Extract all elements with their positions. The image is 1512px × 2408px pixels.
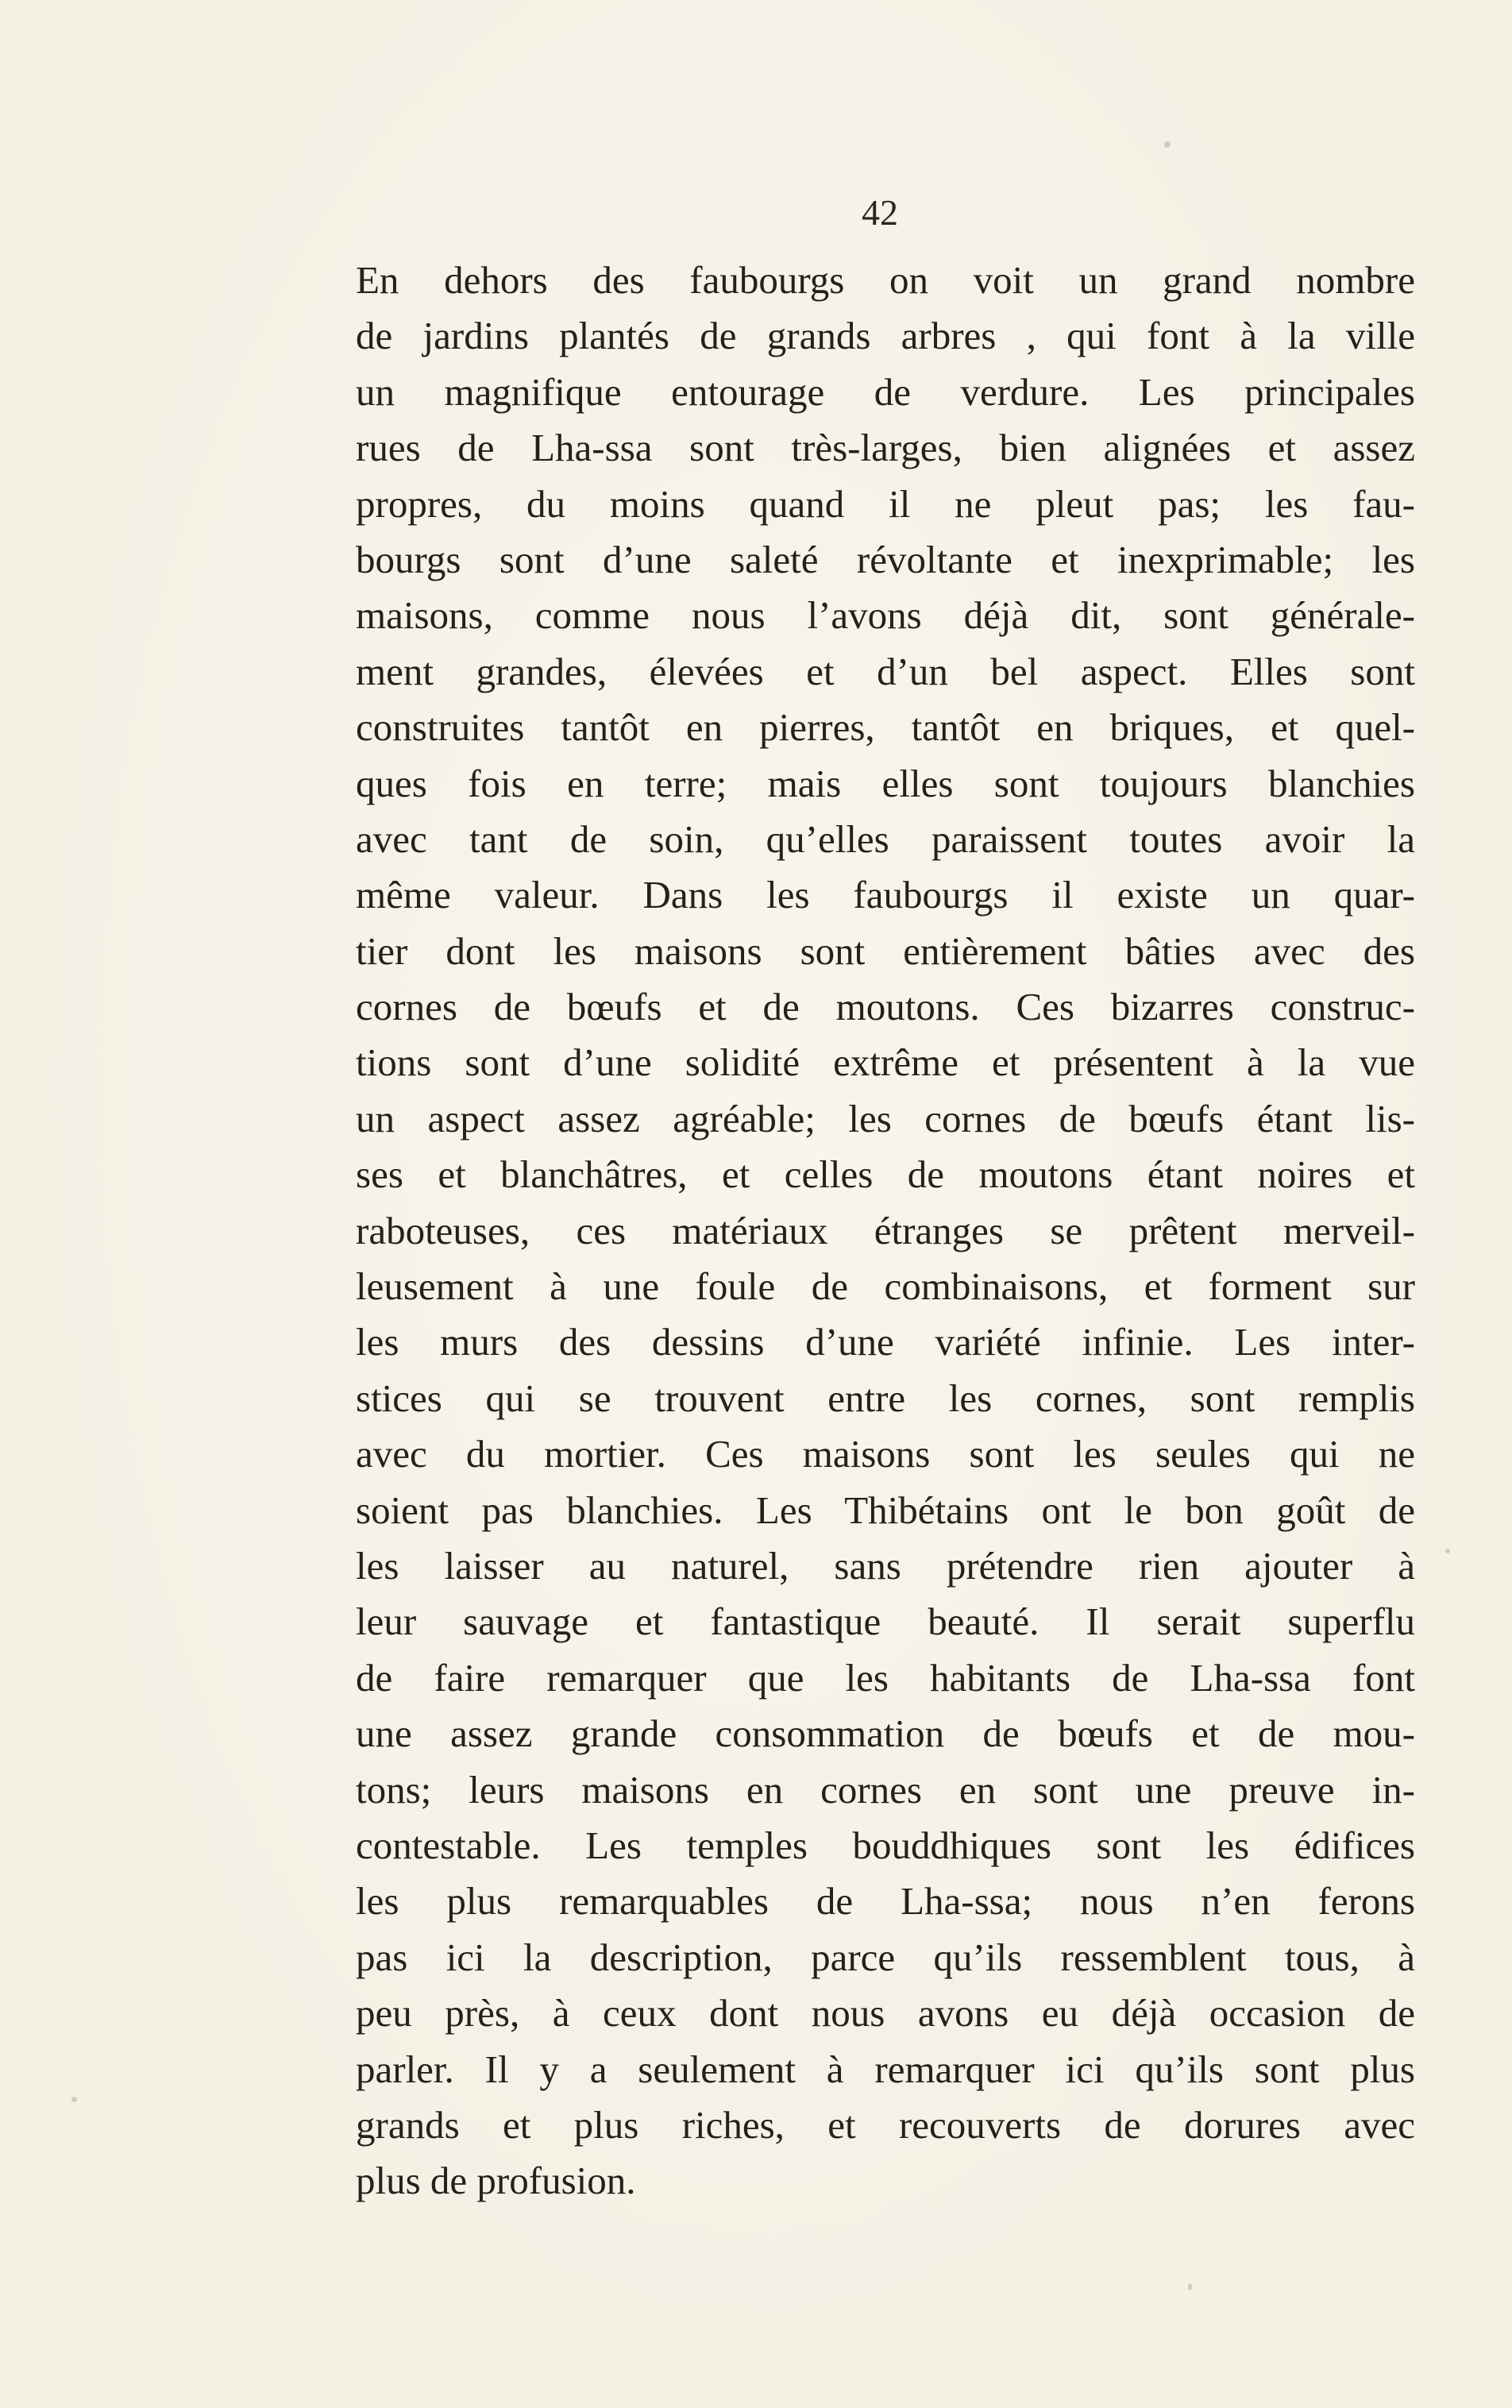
text-line: soient pas blanchies. Les Thibétains ont le bon goût de — [356, 1488, 1415, 1532]
text-line: de faire remarquer que les habitants de Lha-ssa font — [356, 1655, 1415, 1700]
text-line: avec du mortier. Ces maisons sont les seules qui ne — [356, 1432, 1415, 1476]
text-line: une assez grande consommation de bœufs et de mou- — [356, 1711, 1415, 1756]
text-line: grands et plus riches, et recouverts de dorures avec — [356, 2102, 1415, 2147]
page-number: 42 — [862, 192, 898, 233]
text-line: de jardins plantés de grands arbres , qui font à la ville — [356, 314, 1415, 358]
text-line: raboteuses, ces matériaux étranges se prêtent merveil- — [356, 1208, 1415, 1252]
text-line: stices qui se trouvent entre les cornes, sont remplis — [356, 1376, 1415, 1420]
text-line: En dehors des faubourgs on voit un grand nombre — [356, 258, 1415, 302]
text-line: tons; leurs maisons en cornes en sont une preuve in- — [356, 1767, 1415, 1812]
text-line: maisons, comme nous l’avons déjà dit, sont générale- — [356, 593, 1415, 638]
text-line: pas ici la description, parce qu’ils ressemblent tous, à — [356, 1935, 1415, 1979]
paper-speck — [1445, 1549, 1450, 1553]
text-line: les plus remarquables de Lha-ssa; nous n’en ferons — [356, 1879, 1415, 1924]
text-line: parler. Il y a seulement à remarquer ici qu’ils sont plus — [356, 2047, 1415, 2091]
text-line: contestable. Les temples bouddhiques sont les édifices — [356, 1823, 1415, 1867]
text-line: tions sont d’une solidité extrême et présentent à la vue — [356, 1040, 1415, 1085]
text-line: propres, du moins quand il ne pleut pas; les fau- — [356, 481, 1415, 526]
text-line: les laisser au naturel, sans prétendre rien ajouter à — [356, 1543, 1415, 1588]
text-line: plus de profusion. — [356, 2159, 636, 2203]
text-line: ques fois en terre; mais elles sont toujours blanchies — [356, 761, 1415, 805]
text-line: ses et blanchâtres, et celles de moutons étant noires et — [356, 1152, 1415, 1197]
text-line: même valeur. Dans les faubourgs il existe un quar- — [356, 873, 1415, 917]
paper-speck — [1188, 2283, 1192, 2290]
text-line: construites tantôt en pierres, tantôt en briques, et quel- — [356, 705, 1415, 750]
paper-speck — [1164, 141, 1171, 148]
text-line: leur sauvage et fantastique beauté. Il serait superflu — [356, 1600, 1415, 1644]
text-line: ment grandes, élevées et d’un bel aspect. Elles sont — [356, 649, 1415, 693]
text-line: avec tant de soin, qu’elles paraissent toutes avoir la — [356, 816, 1415, 861]
text-line: peu près, à ceux dont nous avons eu déjà occasion de — [356, 1991, 1415, 2036]
text-line: leusement à une foule de combinaisons, et forment sur — [356, 1264, 1415, 1309]
text-line: cornes de bœufs et de moutons. Ces bizarres construc- — [356, 985, 1415, 1029]
text-line: rues de Lha-ssa sont très-larges, bien alignées et assez — [356, 426, 1415, 470]
text-line: tier dont les maisons sont entièrement bâties avec des — [356, 928, 1415, 973]
text-line: bourgs sont d’une saleté révoltante et inexprimable; les — [356, 537, 1415, 581]
text-line: un aspect assez agréable; les cornes de bœufs étant lis- — [356, 1096, 1415, 1140]
text-line: un magnifique entourage de verdure. Les principales — [356, 369, 1415, 414]
text-line: les murs des dessins d’une variété infinie. Les inter- — [356, 1320, 1415, 1364]
paper-speck — [71, 2097, 77, 2102]
body-text — [356, 253, 1415, 2209]
